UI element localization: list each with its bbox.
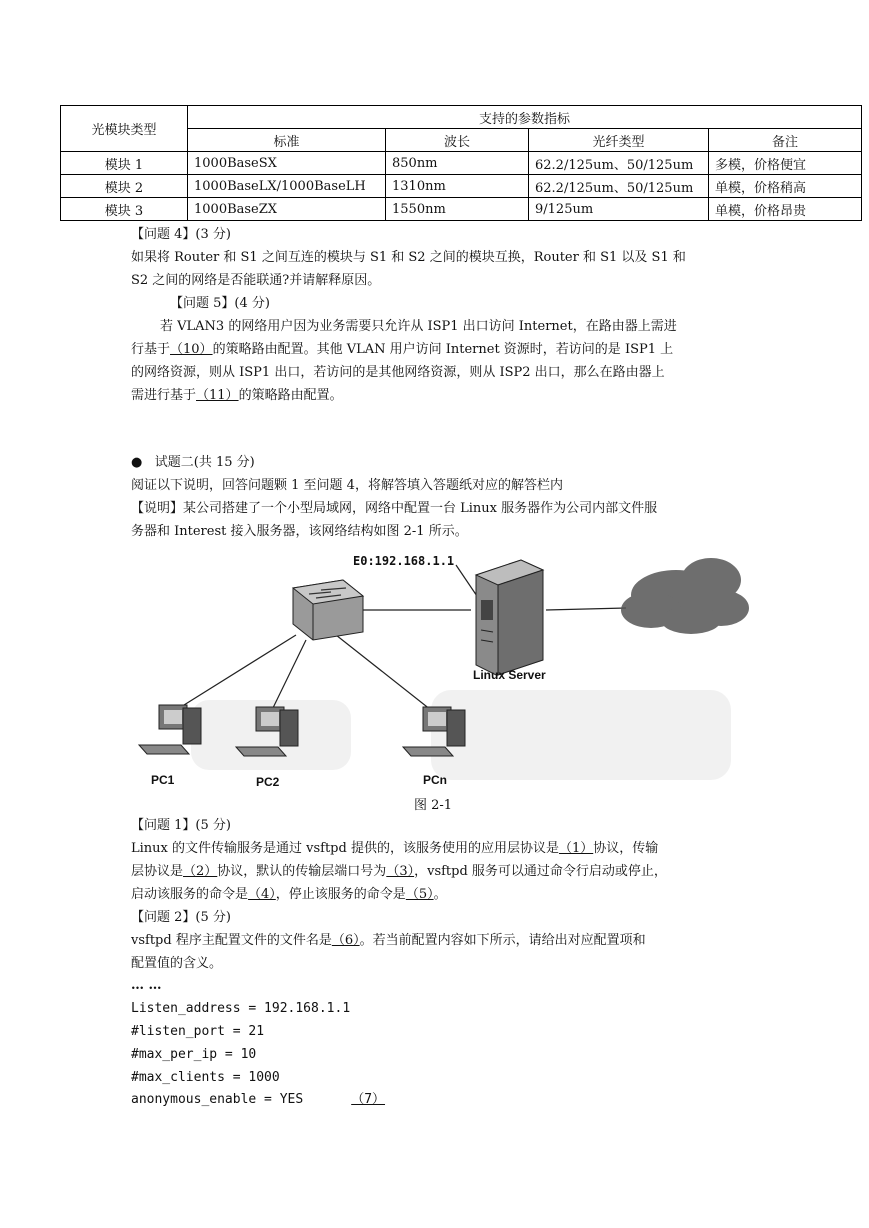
config-anonymous: anonymous_enable = YES xyxy=(131,1092,304,1107)
cell-note: 单模，价格昂贵 xyxy=(709,198,862,221)
blank-11: （11） xyxy=(196,388,239,403)
table-row xyxy=(61,198,862,221)
switch-icon xyxy=(293,580,363,640)
q2-l1-post: 。若当前配置内容如下所示，请给出对应配置项和 xyxy=(359,933,646,948)
blank-5: （5） xyxy=(405,887,434,902)
blank-2: （2） xyxy=(183,864,218,879)
q5-line4 xyxy=(131,388,343,404)
q4-line2: S2 之间的网络是否能联通?并请解释原因。 xyxy=(131,273,381,288)
q1-l3-post: 。 xyxy=(433,887,447,902)
network-diagram xyxy=(131,540,751,790)
cell-fiber: 62.2/125um、50/125um xyxy=(529,175,709,198)
pcn-label: PCn xyxy=(423,773,447,787)
blank-1: （1） xyxy=(558,841,594,856)
config-line: #max_clients = 1000 xyxy=(131,1070,280,1085)
blank-7: （7） xyxy=(351,1092,386,1107)
q1-l2-pre: 层协议是 xyxy=(131,864,184,879)
pc2-label: PC2 xyxy=(256,775,280,789)
cell-note: 多模，价格便宜 xyxy=(709,152,862,175)
internet-cloud-icon xyxy=(621,558,749,634)
q1-l3-mid: ，停止该服务的命令是 xyxy=(275,887,406,902)
q1-l1-post: 协议，传输 xyxy=(593,841,659,856)
cell-name: 模块 3 xyxy=(61,198,188,221)
config-ellipsis: … … xyxy=(131,978,162,993)
pc1-label: PC1 xyxy=(151,773,175,787)
module-spec-table xyxy=(60,105,862,221)
q5-title: 【问题 5】(4 分) xyxy=(170,296,270,311)
header-module-type: 光模块类型 xyxy=(61,106,188,152)
section2-desc2: 务器和 Interest 接入服务器，该网络结构如图 2-1 所示。 xyxy=(131,524,468,539)
blank-10: （10） xyxy=(170,342,213,357)
config-line: Listen_address = 192.168.1.1 xyxy=(131,1001,351,1016)
bullet-icon: ● xyxy=(131,455,143,470)
cell-standard: 1000BaseZX xyxy=(188,198,386,221)
q1-line2 xyxy=(131,864,667,880)
cell-wavelength: 1550nm xyxy=(386,198,529,221)
cell-standard: 1000BaseLX/1000BaseLH xyxy=(188,175,386,198)
q1-title: 【问题 1】(5 分) xyxy=(131,818,231,833)
cell-wavelength: 1310nm xyxy=(386,175,529,198)
q2-line1 xyxy=(131,933,646,949)
cell-fiber: 9/125um xyxy=(529,198,709,221)
server-icon xyxy=(476,560,543,675)
q5-line2 xyxy=(131,342,673,358)
q5-line4-pre: 需进行基于 xyxy=(131,388,197,403)
q4-title: 【问题 4】(3 分) xyxy=(131,227,231,242)
blank-3: （3） xyxy=(386,864,415,879)
header-wavelength: 波长 xyxy=(386,129,529,152)
cell-wavelength: 850nm xyxy=(386,152,529,175)
cell-standard: 1000BaseSX xyxy=(188,152,386,175)
q5-line3: 的网络资源，则从 ISP1 出口，若访问的是其他网络资源，则从 ISP2 出口，那么在路由器上 xyxy=(131,365,665,380)
q2-line2: 配置值的含义。 xyxy=(131,956,223,971)
header-standard: 标准 xyxy=(188,129,386,152)
q5-line2-pre: 行基于 xyxy=(131,342,171,357)
table-row xyxy=(61,175,862,198)
header-fiber: 光纤类型 xyxy=(529,129,709,152)
q2-title: 【问题 2】(5 分) xyxy=(131,910,231,925)
q5-line1: 若 VLAN3 的网络用户因为业务需要只允许从 ISP1 出口访问 Internet，在路由器上需进 xyxy=(160,319,677,334)
q1-line1 xyxy=(131,841,658,857)
q1-l2-mid: 协议，默认的传输层端口号为 xyxy=(217,864,387,879)
figure-caption: 图 2-1 xyxy=(414,798,453,813)
q5-line2-post: 的策略路由配置。其他 VLAN 用户访问 Internet 资源时，若访问的是 ISP1 上 xyxy=(212,342,674,357)
cell-name: 模块 2 xyxy=(61,175,188,198)
q1-line3 xyxy=(131,887,447,903)
section2-title: 试题二(共 15 分) xyxy=(154,455,255,470)
table-row xyxy=(61,152,862,175)
blank-4: （4） xyxy=(248,887,276,902)
section2-intro: 阅证以下说明，回答问题颗 1 至问题 4，将解答填入答题纸对应的解答栏内 xyxy=(131,478,563,493)
q1-l2-post: ，vsftpd 服务可以通过命令行启动或停止， xyxy=(414,864,667,879)
config-line: #max_per_ip = 10 xyxy=(131,1047,257,1062)
cell-note: 单模，价格稍高 xyxy=(709,175,862,198)
server-label: Linux Server xyxy=(473,668,546,682)
q4-line1: 如果将 Router 和 S1 之间互连的模块与 S1 和 S2 之间的模块互换，Router 和 S1 以及 S1 和 xyxy=(131,250,686,265)
q1-l3-pre: 启动该服务的命令是 xyxy=(131,887,249,902)
q5-line4-post: 的策略路由配置。 xyxy=(238,388,343,403)
header-note: 备注 xyxy=(709,129,862,152)
cell-fiber: 62.2/125um、50/125um xyxy=(529,152,709,175)
q2-l1-pre: vsftpd 程序主配置文件的文件名是 xyxy=(131,933,332,948)
config-line: #listen_port = 21 xyxy=(131,1024,265,1039)
e0-label: E0:192.168.1.1 xyxy=(353,554,455,568)
section2-heading xyxy=(131,455,255,471)
header-params: 支持的参数指标 xyxy=(188,106,862,129)
config-line-last xyxy=(131,1092,385,1108)
cell-name: 模块 1 xyxy=(61,152,188,175)
q1-l1-pre: Linux 的文件传输服务是通过 vsftpd 提供的，该服务使用的应用层协议是 xyxy=(131,841,559,856)
section2-desc1: 【说明】某公司搭建了一个小型局域网，网络中配置一台 Linux 服务器作为公司内部文件服 xyxy=(131,501,658,516)
blank-6: （6） xyxy=(331,933,360,948)
